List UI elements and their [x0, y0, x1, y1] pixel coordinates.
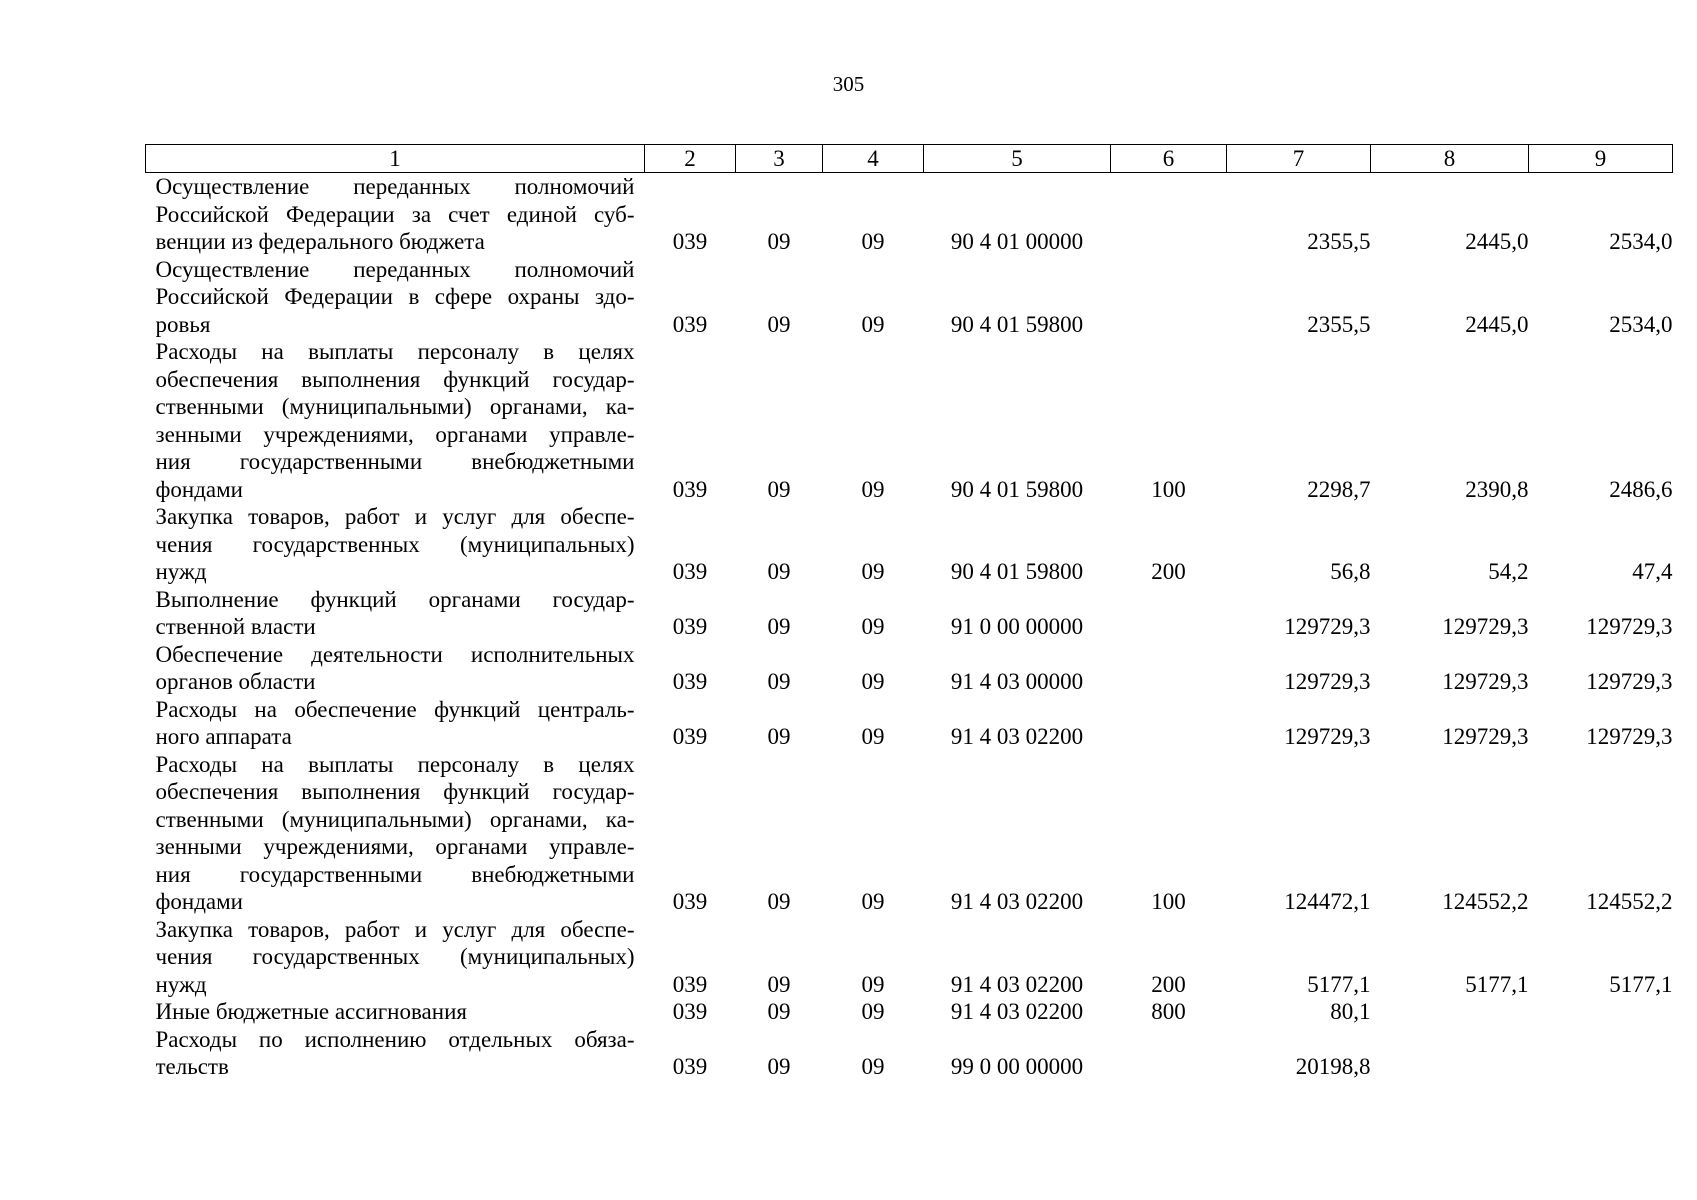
row-description — [146, 751, 645, 916]
amount-col-7: 20198,8 — [1295, 1054, 1371, 1079]
expense-type-code: 200 — [1151, 559, 1186, 584]
subsection-code: 09 — [861, 229, 885, 254]
section-code: 09 — [767, 311, 791, 337]
description-line: ственными (муниципальными) органами, ка- — [155, 394, 635, 419]
expense-type-code — [1111, 696, 1227, 751]
section-code: 09 — [767, 669, 791, 694]
table-row — [146, 696, 1673, 751]
description-line: Иные бюджетные ассигнования — [155, 999, 467, 1024]
grbs-code: 039 — [672, 229, 708, 254]
description-line: чения государственных (муниципальных) — [155, 531, 635, 557]
target-article-code: 90 4 01 59800 — [950, 559, 1084, 584]
amount-col-8: 129729,3 — [1442, 614, 1529, 639]
amount-col-9: 2486,6 — [1609, 476, 1673, 502]
subsection-code: 09 — [861, 614, 885, 639]
amount-col-9: 129729,3 — [1586, 669, 1673, 694]
description-line: нужд — [155, 559, 207, 584]
description-line: обеспечения выполнения функций государ- — [155, 779, 635, 804]
description-line: Осуществление переданных полномочий — [155, 256, 635, 282]
table-row — [146, 916, 1673, 999]
amount-col-8: 2445,0 — [1465, 229, 1529, 254]
amount-col-9: 47,4 — [1632, 559, 1673, 584]
budget-table — [145, 144, 1673, 1081]
amount-col-9: 129729,3 — [1586, 614, 1673, 639]
table-row — [146, 998, 1673, 1026]
amount-col-9: 2534,0 — [1609, 229, 1673, 254]
header-cell-9: 9 — [1529, 145, 1673, 173]
description-line: Закупка товаров, работ и услуг для обеспе- — [155, 504, 635, 529]
amount-col-9: 124552,2 — [1586, 889, 1673, 914]
header-cell-1: 1 — [146, 145, 645, 173]
target-article-code: 91 4 03 02200 — [950, 971, 1084, 997]
subsection-code: 09 — [861, 724, 885, 749]
amount-col-7: 129729,3 — [1284, 724, 1371, 749]
description-line: Закупка товаров, работ и услуг для обеспе- — [155, 916, 635, 942]
grbs-code: 039 — [672, 724, 708, 749]
table-body — [146, 173, 1673, 1081]
section-code: 09 — [767, 724, 791, 749]
description-line: нужд — [155, 971, 207, 997]
row-description — [146, 586, 645, 641]
amount-col-8 — [1371, 998, 1529, 1026]
description-line: органов области — [155, 669, 316, 694]
expense-type-code: 200 — [1151, 971, 1186, 997]
row-description — [146, 641, 645, 696]
expense-type-code — [1111, 1026, 1227, 1081]
section-code: 09 — [767, 999, 791, 1024]
table-row — [146, 503, 1673, 586]
section-code: 09 — [767, 889, 791, 914]
header-cell-7: 7 — [1227, 145, 1371, 173]
description-line: Осуществление переданных полномочий — [155, 174, 635, 199]
header-row — [146, 145, 1673, 173]
amount-col-9: 129729,3 — [1586, 724, 1673, 749]
section-code: 09 — [767, 971, 791, 997]
description-line: Расходы на выплаты персоналу в целях — [155, 751, 635, 777]
amount-col-7: 56,8 — [1330, 559, 1371, 584]
row-description — [146, 256, 645, 339]
amount-col-8: 54,2 — [1488, 559, 1529, 584]
header-cell-2: 2 — [645, 145, 736, 173]
subsection-code: 09 — [861, 559, 885, 584]
description-line: зенными учреждениями, органами управле- — [155, 421, 635, 447]
amount-col-7: 5177,1 — [1307, 971, 1371, 997]
description-line: ственными (муниципальными) органами, ка- — [155, 806, 635, 832]
amount-col-9: 2534,0 — [1609, 311, 1673, 337]
subsection-code: 09 — [861, 476, 885, 502]
row-description — [146, 998, 645, 1026]
header-cell-5: 5 — [924, 145, 1111, 173]
table-row — [146, 1026, 1673, 1081]
section-code: 09 — [767, 1054, 791, 1079]
header-cell-4: 4 — [823, 145, 924, 173]
amount-col-7: 80,1 — [1330, 999, 1371, 1024]
target-article-code: 99 0 00 00000 — [950, 1054, 1084, 1079]
description-line: Расходы на выплаты персоналу в целях — [155, 339, 635, 364]
table-row — [146, 641, 1673, 696]
grbs-code: 039 — [672, 999, 708, 1024]
amount-col-9: 5177,1 — [1609, 971, 1673, 997]
subsection-code: 09 — [861, 669, 885, 694]
amount-col-7: 2355,5 — [1307, 229, 1371, 254]
expense-type-code — [1111, 641, 1227, 696]
amount-col-8: 129729,3 — [1442, 669, 1529, 694]
expense-type-code: 100 — [1151, 476, 1186, 502]
description-line: венции из федерального бюджета — [155, 229, 485, 254]
description-line: Расходы на обеспечение функций централь- — [155, 696, 635, 722]
subsection-code: 09 — [861, 1054, 885, 1079]
amount-col-8 — [1371, 1026, 1529, 1081]
grbs-code: 039 — [672, 1054, 708, 1079]
description-line: Обеспечение деятельности исполнительных — [155, 641, 635, 667]
grbs-code: 039 — [672, 614, 708, 639]
description-line: обеспечения выполнения функций государ- — [155, 366, 635, 392]
section-code: 09 — [767, 476, 791, 502]
row-description — [146, 916, 645, 999]
table-row — [146, 173, 1673, 256]
amount-col-8: 124552,2 — [1442, 889, 1529, 914]
description-line: чения государственных (муниципальных) — [155, 944, 635, 969]
description-line: Российской Федерации в сфере охраны здо- — [155, 284, 635, 309]
grbs-code: 039 — [672, 889, 708, 914]
target-article-code: 90 4 01 59800 — [950, 476, 1084, 502]
row-description — [146, 696, 645, 751]
grbs-code: 039 — [672, 311, 708, 337]
amount-col-9 — [1529, 998, 1673, 1026]
description-line: Расходы по исполнению отдельных обяза- — [155, 1026, 635, 1052]
expense-type-code — [1111, 173, 1227, 256]
row-description — [146, 338, 645, 503]
expense-type-code — [1111, 256, 1227, 339]
grbs-code: 039 — [672, 971, 708, 997]
grbs-code: 039 — [672, 476, 708, 502]
amount-col-7: 129729,3 — [1284, 614, 1371, 639]
target-article-code: 91 4 03 02200 — [950, 889, 1084, 914]
description-line: ния государственными внебюджетными — [155, 449, 635, 474]
row-description — [146, 1026, 645, 1081]
amount-col-8: 2445,0 — [1465, 311, 1529, 337]
amount-col-7: 2355,5 — [1307, 311, 1371, 337]
description-line: Российской Федерации за счет единой суб- — [155, 201, 635, 227]
amount-col-7: 129729,3 — [1284, 669, 1371, 694]
header-cell-8: 8 — [1371, 145, 1529, 173]
grbs-code: 039 — [672, 559, 708, 584]
row-description — [146, 503, 645, 586]
description-line: тельств — [155, 1054, 229, 1079]
header-cell-3: 3 — [736, 145, 823, 173]
target-article-code: 91 4 03 02200 — [950, 999, 1084, 1024]
target-article-code: 90 4 01 59800 — [950, 311, 1084, 337]
table-row — [146, 751, 1673, 916]
amount-col-8: 5177,1 — [1465, 971, 1529, 997]
amount-col-8: 129729,3 — [1442, 724, 1529, 749]
row-description — [146, 173, 645, 256]
subsection-code: 09 — [861, 999, 885, 1024]
table-row — [146, 256, 1673, 339]
expense-type-code — [1111, 586, 1227, 641]
subsection-code: 09 — [861, 311, 885, 337]
description-line: ния государственными внебюджетными — [155, 861, 635, 887]
grbs-code: 039 — [672, 669, 708, 694]
section-code: 09 — [767, 559, 791, 584]
table-header — [146, 145, 1673, 173]
amount-col-7: 2298,7 — [1307, 476, 1371, 502]
target-article-code: 91 4 03 02200 — [950, 724, 1084, 749]
target-article-code: 91 0 00 00000 — [950, 614, 1084, 639]
description-line: фондами — [155, 889, 243, 914]
section-code: 09 — [767, 229, 791, 254]
expense-type-code: 800 — [1151, 999, 1186, 1024]
amount-col-8: 2390,8 — [1465, 476, 1529, 502]
table-row — [146, 586, 1673, 641]
page-number: 305 — [832, 72, 865, 96]
section-code: 09 — [767, 614, 791, 639]
table-row — [146, 338, 1673, 503]
subsection-code: 09 — [861, 971, 885, 997]
expense-type-code: 100 — [1151, 889, 1186, 914]
amount-col-7: 124472,1 — [1284, 889, 1371, 914]
subsection-code: 09 — [861, 889, 885, 914]
target-article-code: 90 4 01 00000 — [950, 229, 1084, 254]
description-line: ного аппарата — [155, 724, 292, 749]
description-line: ственной власти — [155, 614, 316, 639]
description-line: ровья — [155, 311, 211, 337]
description-line: Выполнение функций органами государ- — [155, 586, 635, 612]
description-line: зенными учреждениями, органами управле- — [155, 834, 635, 859]
amount-col-9 — [1529, 1026, 1673, 1081]
header-cell-6: 6 — [1111, 145, 1227, 173]
target-article-code: 91 4 03 00000 — [950, 669, 1084, 694]
description-line: фондами — [155, 476, 243, 502]
